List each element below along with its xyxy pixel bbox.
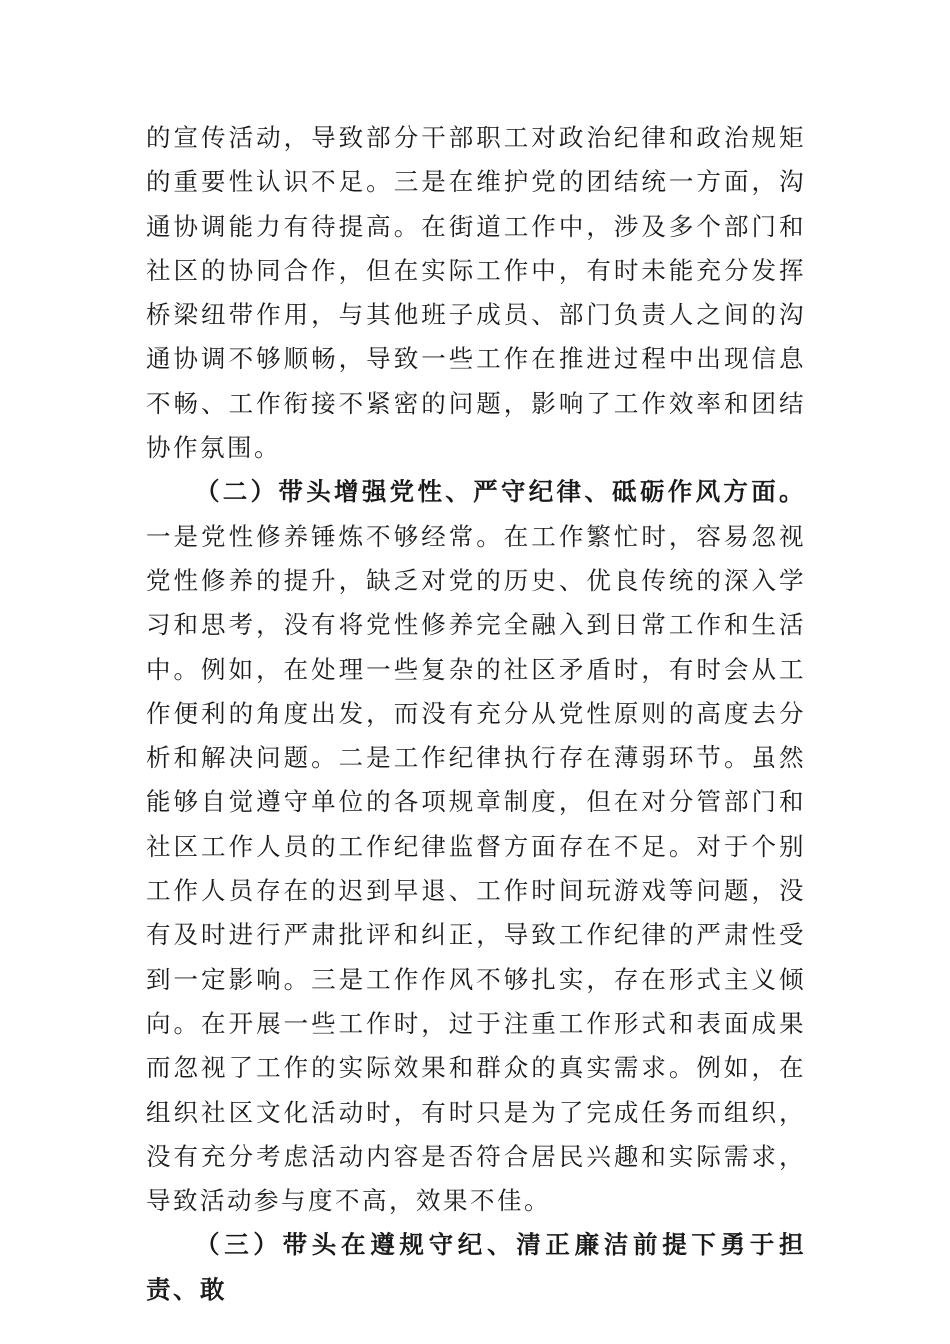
paragraph-1 — [146, 116, 806, 470]
section-heading-2: （二）带头增强党性、严守纪律、砥砺作风方面。 — [195, 477, 806, 507]
paragraph-2 — [146, 470, 806, 1223]
paragraph-3 — [146, 1223, 806, 1312]
paragraph-2-text: 一是党性修养锤炼不够经常。在工作繁忙时，容易忽视党性修养的提升，缺乏对党的历史、优良传统的深入学习和思考，没有将党性修养完全融入到日常工作和生活中。例如，在处理一些复杂的社区矛盾时，有时会从工作便利的角度出发，而没有充分从党性原则的高度去分析和解决问题。二是工作纪律执行存在薄弱环节。虽然能够自觉遵守单位的各项规章制度，但在对分管部门和社区工作人员的工作纪律监督方面存在不足。对于个别工作人员存在的迟到早退、工作时间玩游戏等问题，没有及时进行严肃批评和纠正，导致工作纪律的严肃性受到一定影响。三是工作作风不够扎实，存在形式主义倾向。在开展一些工作时，过于注重工作形式和表面成果而忽视了工作的实际效果和群众的真实需求。例如，在组织社区文化活动时，有时只是为了完成任务而组织，没有充分考虑活动内容是否符合居民兴趣和实际需求，导致活动参与度不高，效果不佳。 — [146, 521, 806, 1216]
document-body — [146, 116, 806, 1312]
section-heading-3: （三）带头在遵规守纪、清正廉洁前提下勇于担责、敢 — [146, 1230, 806, 1304]
paragraph-1-text: 的宣传活动，导致部分干部职工对政治纪律和政治规矩的重要性认识不足。三是在维护党的团结统一方面，沟通协调能力有待提高。在街道工作中，涉及多个部门和社区的协同合作，但在实际工作中，有时未能充分发挥桥梁纽带作用，与其他班子成员、部门负责人之间的沟通协调不够顺畅，导致一些工作在推进过程中出现信息不畅、工作衔接不紧密的问题，影响了工作效率和团结协作氛围。 — [146, 123, 806, 463]
